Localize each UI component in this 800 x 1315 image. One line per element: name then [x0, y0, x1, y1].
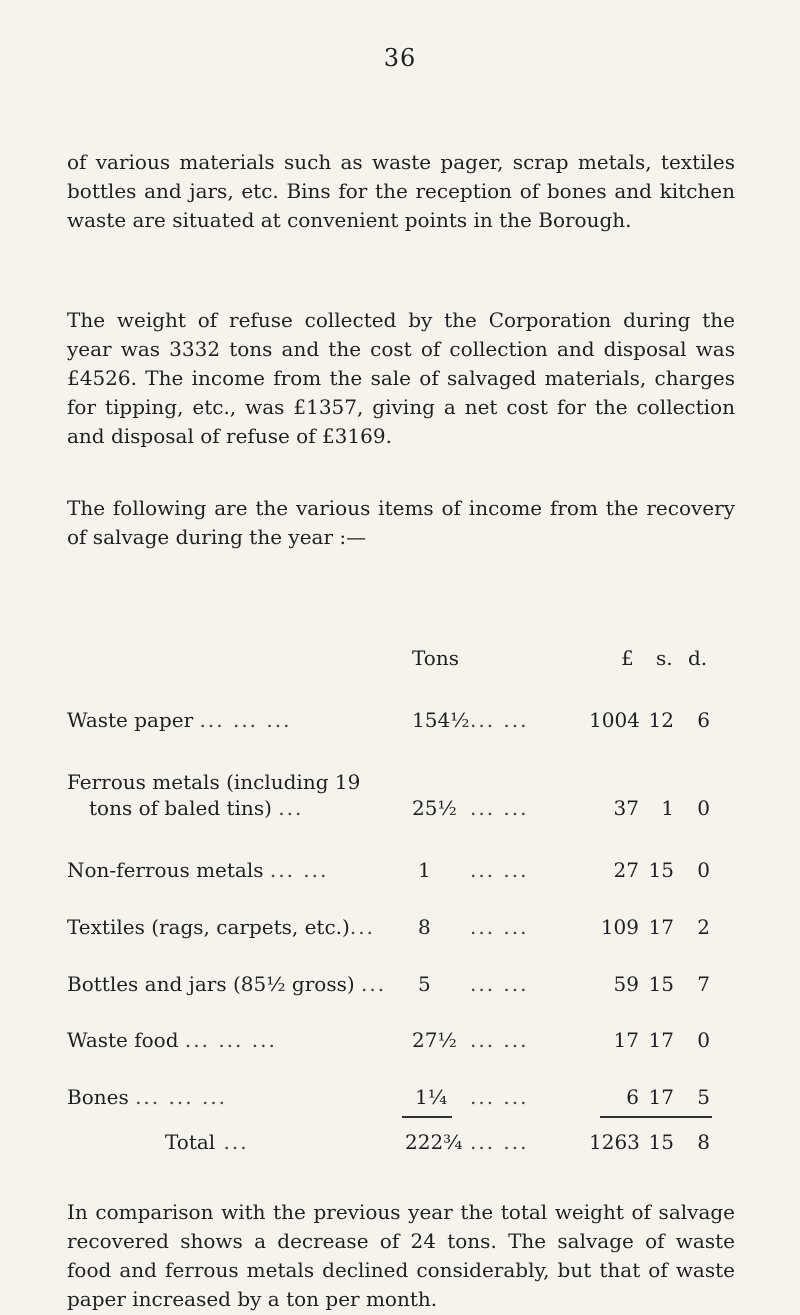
table-row-tons: 154½	[412, 708, 470, 732]
header-tons: Tons	[412, 646, 459, 670]
paragraph-refuse-costs: The weight of refuse collected by the Corporation during the year was 3332 tons and the cost of collection and disposal was £4526. The income from the sale of salvaged materials, charges for tipping, etc., was £1357, giving a net cost for the collection and disposal of refuse of £3169.	[67, 308, 735, 448]
table-row-pounds: 17	[613, 1028, 639, 1052]
leader-dots: ... ...	[470, 796, 529, 820]
table-row-label: Ferrous metals (including 19	[67, 770, 361, 794]
table-row-label: Non-ferrous metals ... ...	[67, 858, 329, 882]
paragraph-income-intro: The following are the various items of income from the recovery of salvage during the year :—	[67, 496, 735, 549]
table-row-pence: 7	[697, 972, 710, 996]
table-row-shillings: 17	[648, 1028, 674, 1052]
table-row-tons: 8	[418, 915, 431, 939]
leader-dots: ... ...	[470, 1130, 529, 1154]
header-pounds: £	[621, 646, 634, 670]
table-row-tons: 1¼	[415, 1085, 448, 1109]
table-row-pence: 6	[697, 708, 710, 732]
table-row-pounds: 1004	[589, 708, 640, 732]
leader-dots: ... ...	[470, 858, 529, 882]
table-row-pence: 5	[697, 1085, 710, 1109]
table-row-tons: 1	[418, 858, 431, 882]
table-row-pence: 2	[697, 915, 710, 939]
table-row-pence: 0	[697, 1028, 710, 1052]
table-row-pounds: 27	[613, 858, 639, 882]
total-tons: 222¾	[405, 1130, 463, 1154]
leader-dots: ... ...	[470, 1085, 529, 1109]
header-pence: d.	[688, 646, 708, 670]
leader-dots: ... ...	[470, 1028, 529, 1052]
table-row-label: Bones ... ... ...	[67, 1085, 228, 1109]
total-rule-tons	[402, 1116, 452, 1118]
table-row-pence: 0	[697, 796, 710, 820]
table-row-label: Bottles and jars (85½ gross) ...	[67, 972, 387, 996]
table-row-tons: 27½	[412, 1028, 457, 1052]
total-pence: 8	[697, 1130, 710, 1154]
table-row-pence: 0	[697, 858, 710, 882]
table-row-shillings: 17	[648, 1085, 674, 1109]
table-row-label: Waste paper ... ... ...	[67, 708, 292, 732]
total-rule-amount	[600, 1116, 712, 1118]
table-row-shillings: 15	[648, 972, 674, 996]
total-label: Total ...	[165, 1130, 249, 1154]
page-number: 36	[383, 44, 417, 72]
table-row-tons: 5	[418, 972, 431, 996]
header-shillings: s.	[656, 646, 673, 670]
leader-dots: ... ...	[470, 708, 529, 732]
paragraph-comparison: In comparison with the previous year the total weight of salvage recovered shows a decrease of 24 tons. The salvage of waste food and ferrous metals declined considerably, but that of waste paper increased by a ton per month.	[67, 1200, 735, 1311]
total-shillings: 15	[648, 1130, 674, 1154]
leader-dots: ... ...	[470, 915, 529, 939]
table-row-pounds: 59	[613, 972, 639, 996]
table-row-pounds: 6	[626, 1085, 639, 1109]
table-row-label: Textiles (rags, carpets, etc.)...	[67, 915, 375, 939]
table-row-shillings: 15	[648, 858, 674, 882]
table-row-shillings: 12	[648, 708, 674, 732]
table-row-shillings: 17	[648, 915, 674, 939]
table-row-tons: 25½	[412, 796, 457, 820]
table-row-pounds: 37	[613, 796, 639, 820]
paragraph-salvage-materials: of various materials such as waste pager, scrap metals, textiles bottles and jars, etc. Bins for the reception of bones and kitchen waste are situated at convenient points in the Borough.	[67, 150, 735, 232]
table-row-label: Waste food ... ... ...	[67, 1028, 277, 1052]
table-row-shillings: 1	[661, 796, 674, 820]
table-row-label-cont: tons of baled tins) ...	[89, 796, 304, 820]
total-pounds: 1263	[589, 1130, 640, 1154]
table-row-pounds: 109	[600, 915, 639, 939]
leader-dots: ... ...	[470, 972, 529, 996]
